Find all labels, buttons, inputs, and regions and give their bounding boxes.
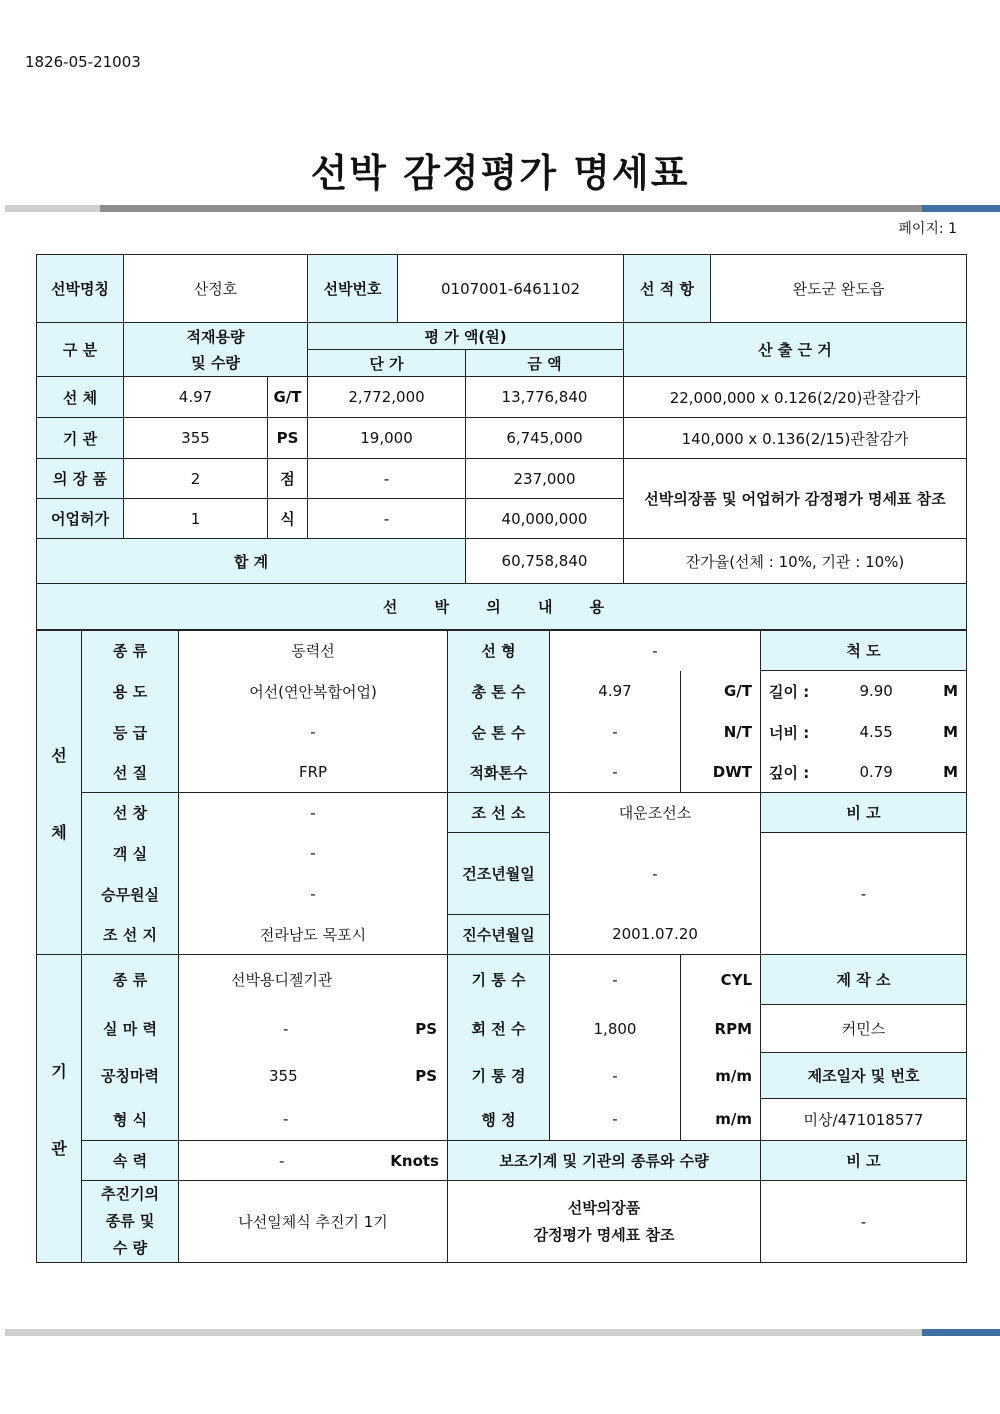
license-qty: 1 <box>124 499 268 539</box>
license-label: 어업허가 <box>37 499 124 539</box>
aux-reference <box>448 1181 761 1263</box>
stroke-label: 행 정 <box>448 1099 550 1141</box>
depth-unit: M <box>943 763 958 782</box>
ship-name-label: 선박명칭 <box>37 255 124 323</box>
hull-section-label <box>37 631 82 955</box>
content-header: 선 박 의 내 용 <box>37 584 967 630</box>
breadth-unit: M <box>943 723 958 741</box>
capacity-header: 적재용량 <box>124 323 308 350</box>
engine-side-1: 기 <box>51 1061 67 1081</box>
length-label: 길이 : <box>769 682 810 701</box>
propeller-label <box>82 1181 179 1263</box>
hull-basis: 22,000,000 x 0.126(2/20)관찰감가 <box>624 377 967 418</box>
valuation-summary-table <box>36 254 967 630</box>
engine-section-label <box>37 955 82 1263</box>
hull-side-2: 체 <box>51 822 67 842</box>
built-label: 건조년월일 <box>448 833 550 915</box>
bore-label: 기 통 경 <box>448 1053 550 1099</box>
net-unit: N/T <box>681 712 761 753</box>
build-place: 전라남도 목포시 <box>179 915 448 955</box>
hull-qty: 4.97 <box>124 377 268 418</box>
net-label: 순 톤 수 <box>448 712 550 753</box>
aux-reference-1: 선박의장품 <box>567 1198 641 1217</box>
hull-label: 선 체 <box>37 377 124 418</box>
actual-power-label: 실 마 력 <box>82 1005 179 1053</box>
hull-material: FRP <box>179 753 448 793</box>
engine-unit: PS <box>268 418 308 459</box>
license-price: - <box>308 499 466 539</box>
rpm-unit: RPM <box>681 1005 761 1053</box>
aux-label: 보조기계 및 기관의 종류와 수량 <box>448 1141 761 1181</box>
crew-label: 승무원실 <box>82 874 179 915</box>
header-rule-light <box>5 205 100 212</box>
total-amount: 60,758,840 <box>466 539 624 584</box>
use-label: 용 도 <box>82 671 179 712</box>
mfg-header: 제조일자 및 번호 <box>761 1053 967 1099</box>
header-rule-blue <box>922 205 1000 212</box>
rpm-value: 1,800 <box>550 1005 681 1053</box>
basis-header: 산 출 근 거 <box>624 323 967 377</box>
maker-header: 제 작 소 <box>761 955 967 1005</box>
stroke-unit: m/m <box>681 1099 761 1141</box>
type-label: 종 류 <box>82 631 179 671</box>
nominal-power-unit: PS <box>415 1066 437 1085</box>
dwt-unit: DWT <box>681 753 761 793</box>
engine-model: - <box>179 1099 448 1141</box>
ship-number: 0107001-6461102 <box>398 255 624 323</box>
shared-basis: 선박의장품 및 어업허가 감정평가 명세표 참조 <box>624 459 967 539</box>
hull-price: 2,772,000 <box>308 377 466 418</box>
cylinder-count: - <box>550 955 681 1005</box>
engine-qty: 355 <box>124 418 268 459</box>
crew-quarters: - <box>179 874 448 915</box>
cylinder-unit: CYL <box>681 955 761 1005</box>
engine-maker: 커민스 <box>761 1005 967 1053</box>
ship-detail-table <box>36 630 967 1263</box>
hull-remark-header: 비 고 <box>761 793 967 833</box>
form-label: 선 형 <box>448 631 550 671</box>
total-label: 합 계 <box>37 539 466 584</box>
hull-amount: 13,776,840 <box>466 377 624 418</box>
gross-unit: G/T <box>681 671 761 712</box>
passenger-cabin: - <box>179 833 448 874</box>
propeller-label-2: 종류 및 <box>105 1212 155 1230</box>
engine-label: 기 관 <box>37 418 124 459</box>
speed-unit: Knots <box>390 1151 439 1170</box>
ship-type: 동력선 <box>179 631 448 671</box>
header-rule-gray <box>100 205 922 212</box>
propeller-label-1: 추진기의 <box>101 1185 159 1203</box>
equipment-price: - <box>308 459 466 499</box>
page-title: 선박 감정평가 명세표 <box>310 151 690 195</box>
engine-price: 19,000 <box>308 418 466 459</box>
footer-rule-blue <box>922 1329 1000 1336</box>
engine-type-label: 종 류 <box>82 955 179 1005</box>
ship-name: 산정호 <box>124 255 308 323</box>
hold-label: 선 창 <box>82 793 179 833</box>
engine-remark: - <box>761 1181 967 1263</box>
category-header: 구 분 <box>37 323 124 377</box>
dwt-label: 적화톤수 <box>448 753 550 793</box>
ship-number-label: 선박번호 <box>308 255 398 323</box>
footer-rule-light <box>5 1329 922 1336</box>
ship-id-row <box>37 255 967 323</box>
capacity-header-2: 및 수량 <box>124 350 308 377</box>
ship-grade: - <box>179 712 448 753</box>
engine-row <box>37 418 967 459</box>
license-amount: 40,000,000 <box>466 499 624 539</box>
net-tonnage: - <box>550 712 681 753</box>
engine-basis: 140,000 x 0.136(2/15)관찰감가 <box>624 418 967 459</box>
length-value: 9.90 <box>859 682 893 701</box>
actual-power: - <box>283 1019 289 1038</box>
content-header-row <box>37 584 967 630</box>
build-place-label: 조 선 지 <box>82 915 179 955</box>
document-id: 1826-05-21003 <box>25 53 141 71</box>
depth-label: 깊이 : <box>769 763 810 782</box>
breadth-value: 4.55 <box>859 723 893 741</box>
ship-form: - <box>550 631 761 671</box>
deadweight: - <box>550 753 681 793</box>
model-label: 형 식 <box>82 1099 179 1141</box>
dimension-header: 척 도 <box>761 631 967 671</box>
header-row-1 <box>37 323 967 350</box>
propeller-info: 나선일체식 추진기 1기 <box>179 1181 448 1263</box>
hull-side-1: 선 <box>51 745 67 765</box>
bore-unit: m/m <box>681 1053 761 1099</box>
nominal-power-label: 공칭마력 <box>82 1053 179 1099</box>
speed-value: - <box>279 1151 285 1170</box>
valuation-header: 평 가 액(원) <box>308 323 624 350</box>
aux-reference-2: 감정평가 명세표 참조 <box>533 1225 675 1244</box>
license-unit: 식 <box>268 499 308 539</box>
cargo-hold: - <box>179 793 448 833</box>
length-unit: M <box>943 682 958 701</box>
bore-value: - <box>550 1053 681 1099</box>
speed-label: 속 력 <box>82 1141 179 1181</box>
nominal-power: 355 <box>269 1066 298 1085</box>
ship-use: 어선(연안복합어업) <box>179 671 448 712</box>
hull-unit: G/T <box>268 377 308 418</box>
hull-row <box>37 377 967 418</box>
depth-value: 0.79 <box>859 763 893 782</box>
unit-price-header: 단 가 <box>308 350 466 377</box>
hull-remark: - <box>761 833 967 955</box>
equipment-row <box>37 459 967 499</box>
port-of-registry: 완도군 완도읍 <box>711 255 967 323</box>
launch-date: 2001.07.20 <box>550 915 761 955</box>
page-number: 페이지: 1 <box>898 221 957 237</box>
breadth-label: 너비 : <box>769 723 810 742</box>
equipment-label: 의 장 품 <box>37 459 124 499</box>
equipment-amount: 237,000 <box>466 459 624 499</box>
cabin-label: 객 실 <box>82 833 179 874</box>
propeller-label-3: 수 량 <box>112 1239 148 1257</box>
cylinder-label: 기 통 수 <box>448 955 550 1005</box>
stroke-value: - <box>550 1099 681 1141</box>
rpm-label: 회 전 수 <box>448 1005 550 1053</box>
total-row <box>37 539 967 584</box>
equipment-qty: 2 <box>124 459 268 499</box>
actual-power-unit: PS <box>415 1019 437 1038</box>
equipment-unit: 점 <box>268 459 308 499</box>
gross-label: 총 톤 수 <box>448 671 550 712</box>
grade-label: 등 급 <box>82 712 179 753</box>
engine-remark-header: 비 고 <box>761 1141 967 1181</box>
engine-type: 선박용디젤기관 <box>179 955 448 1005</box>
residual-rate-note: 잔가율(선체 : 10%, 기관 : 10%) <box>624 539 967 584</box>
build-date: - <box>550 833 761 915</box>
gross-tonnage: 4.97 <box>550 671 681 712</box>
port-label: 선 적 항 <box>624 255 711 323</box>
engine-side-2: 관 <box>51 1138 67 1158</box>
shipyard: 대운조선소 <box>550 793 761 833</box>
material-label: 선 질 <box>82 753 179 793</box>
yard-label: 조 선 소 <box>448 793 550 833</box>
mfg-info: 미상/471018577 <box>761 1099 967 1141</box>
launch-label: 진수년월일 <box>448 915 550 955</box>
amount-header: 금 액 <box>466 350 624 377</box>
engine-amount: 6,745,000 <box>466 418 624 459</box>
